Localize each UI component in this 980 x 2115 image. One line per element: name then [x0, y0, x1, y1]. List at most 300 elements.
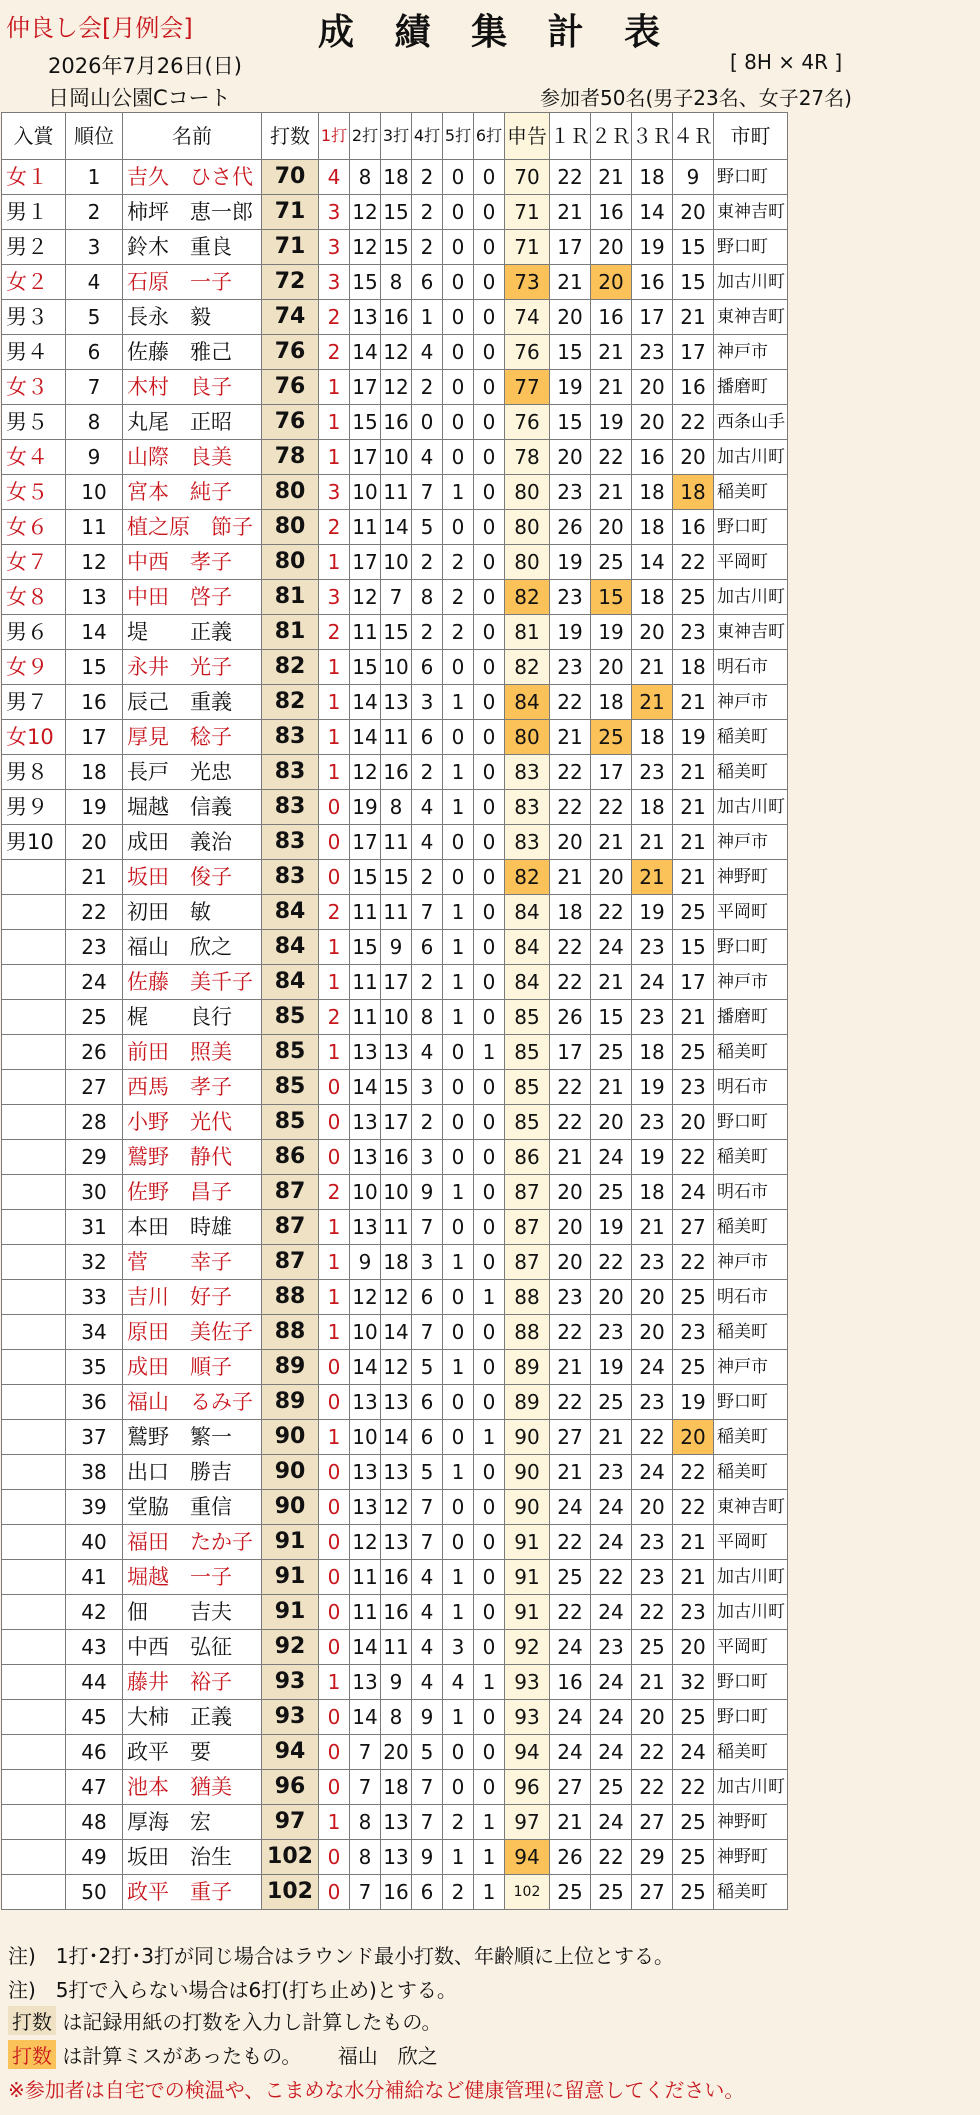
cell-r1: 25: [550, 1875, 591, 1910]
cell-declared: 86: [505, 1140, 550, 1175]
cell-r3: 24: [632, 1455, 673, 1490]
cell-declared: 71: [505, 195, 550, 230]
cell-r2: 24: [591, 1525, 632, 1560]
cell-award: 女７: [2, 545, 66, 580]
cell-name: 厚見 稔子: [123, 720, 262, 755]
cell-total: 71: [262, 230, 319, 265]
cell-award: [2, 1875, 66, 1910]
cell-r1: 15: [550, 335, 591, 370]
cell-s2: 8: [350, 160, 381, 195]
cell-s5: 0: [443, 1035, 474, 1070]
cell-declared: 85: [505, 1070, 550, 1105]
cell-r3: 20: [632, 1315, 673, 1350]
cell-r2: 21: [591, 1070, 632, 1105]
col-header-city: 市町: [714, 113, 788, 160]
cell-r4: 22: [673, 1490, 714, 1525]
cell-s6: 0: [474, 335, 505, 370]
cell-city: 加古川町: [714, 1560, 788, 1595]
cell-award: [2, 1665, 66, 1700]
table-row: [2, 405, 788, 440]
table-row: [2, 1280, 788, 1315]
cell-r4: 20: [673, 195, 714, 230]
cell-s2: 15: [350, 860, 381, 895]
cell-s2: 15: [350, 265, 381, 300]
cell-s4: 7: [412, 1770, 443, 1805]
cell-total: 85: [262, 1105, 319, 1140]
cell-total: 90: [262, 1420, 319, 1455]
cell-name: 福山 るみ子: [123, 1385, 262, 1420]
cell-s6: 0: [474, 300, 505, 335]
cell-award: 男１: [2, 195, 66, 230]
cell-s1: 2: [319, 895, 350, 930]
cell-declared: 88: [505, 1315, 550, 1350]
cell-s6: 0: [474, 1105, 505, 1140]
cell-r2: 16: [591, 300, 632, 335]
cell-award: [2, 1210, 66, 1245]
cell-s3: 16: [381, 1875, 412, 1910]
cell-total: 80: [262, 545, 319, 580]
cell-city: 東神吉町: [714, 1490, 788, 1525]
cell-s2: 13: [350, 1210, 381, 1245]
cell-s4: 5: [412, 1735, 443, 1770]
cell-s1: 0: [319, 1840, 350, 1875]
cell-s6: 0: [474, 1770, 505, 1805]
cell-declared: 82: [505, 860, 550, 895]
cell-r4: 21: [673, 1560, 714, 1595]
cell-total: 72: [262, 265, 319, 300]
cell-s4: 3: [412, 685, 443, 720]
cell-declared: 91: [505, 1525, 550, 1560]
cell-s5: 1: [443, 1000, 474, 1035]
cell-s4: 8: [412, 580, 443, 615]
col-header-s5: 5打: [443, 113, 474, 160]
cell-s4: 7: [412, 1490, 443, 1525]
cell-r2: 23: [591, 1315, 632, 1350]
cell-s2: 13: [350, 1455, 381, 1490]
cell-s2: 11: [350, 965, 381, 1000]
cell-award: 男８: [2, 755, 66, 790]
cell-name: 小野 光代: [123, 1105, 262, 1140]
cell-declared: 73: [505, 265, 550, 300]
cell-r1: 22: [550, 755, 591, 790]
cell-s2: 12: [350, 1280, 381, 1315]
cell-city: 稲美町: [714, 1210, 788, 1245]
cell-s5: 0: [443, 1315, 474, 1350]
cell-city: 神戸市: [714, 965, 788, 1000]
cell-r2: 24: [591, 1490, 632, 1525]
cell-s1: 1: [319, 685, 350, 720]
cell-r1: 26: [550, 1000, 591, 1035]
cell-s5: 1: [443, 1350, 474, 1385]
cell-r3: 19: [632, 895, 673, 930]
cell-r4: 18: [673, 475, 714, 510]
cell-declared: 87: [505, 1175, 550, 1210]
cell-declared: 87: [505, 1210, 550, 1245]
cell-r4: 23: [673, 1315, 714, 1350]
cell-s2: 11: [350, 510, 381, 545]
cell-total: 85: [262, 1000, 319, 1035]
cell-r1: 22: [550, 965, 591, 1000]
cell-r1: 22: [550, 1105, 591, 1140]
cell-s3: 12: [381, 1280, 412, 1315]
cell-r2: 19: [591, 1210, 632, 1245]
cell-r3: 20: [632, 615, 673, 650]
cell-award: 男６: [2, 615, 66, 650]
cell-r4: 20: [673, 1630, 714, 1665]
cell-s3: 12: [381, 335, 412, 370]
cell-rank: 18: [66, 755, 123, 790]
cell-r4: 24: [673, 1175, 714, 1210]
cell-city: 加古川町: [714, 265, 788, 300]
cell-s1: 3: [319, 475, 350, 510]
cell-s5: 0: [443, 195, 474, 230]
cell-name: 池本 猶美: [123, 1770, 262, 1805]
cell-r2: 19: [591, 1350, 632, 1385]
cell-s6: 0: [474, 1000, 505, 1035]
cell-r1: 23: [550, 650, 591, 685]
cell-r4: 27: [673, 1210, 714, 1245]
cell-s5: 1: [443, 965, 474, 1000]
cell-city: 明石市: [714, 650, 788, 685]
cell-r1: 19: [550, 545, 591, 580]
cell-s5: 1: [443, 1595, 474, 1630]
cell-declared: 76: [505, 405, 550, 440]
cell-s2: 11: [350, 615, 381, 650]
cell-name: 柿坪 恵一郎: [123, 195, 262, 230]
cell-s3: 13: [381, 1840, 412, 1875]
cell-s6: 0: [474, 265, 505, 300]
cell-city: 加古川町: [714, 1770, 788, 1805]
cell-s6: 0: [474, 860, 505, 895]
cell-declared: 80: [505, 475, 550, 510]
cell-s2: 8: [350, 1805, 381, 1840]
cell-rank: 23: [66, 930, 123, 965]
cell-s3: 15: [381, 195, 412, 230]
cell-r3: 16: [632, 265, 673, 300]
cell-total: 84: [262, 965, 319, 1000]
cell-rank: 5: [66, 300, 123, 335]
cell-r4: 25: [673, 1035, 714, 1070]
cell-r3: 19: [632, 1070, 673, 1105]
results-table: [1, 112, 788, 1910]
cell-declared: 80: [505, 510, 550, 545]
cell-r4: 16: [673, 510, 714, 545]
cell-rank: 30: [66, 1175, 123, 1210]
cell-s3: 18: [381, 1245, 412, 1280]
cell-rank: 20: [66, 825, 123, 860]
cell-r2: 21: [591, 1420, 632, 1455]
cell-s3: 20: [381, 1735, 412, 1770]
event-venue: 日岡山公園Cコート: [48, 86, 231, 110]
cell-s1: 1: [319, 650, 350, 685]
cell-s5: 0: [443, 1280, 474, 1315]
cell-declared: 90: [505, 1455, 550, 1490]
cell-rank: 43: [66, 1630, 123, 1665]
cell-s2: 14: [350, 1630, 381, 1665]
cell-s6: 0: [474, 1630, 505, 1665]
cell-name: 中西 孝子: [123, 545, 262, 580]
table-row: [2, 1840, 788, 1875]
cell-s2: 12: [350, 230, 381, 265]
table-row: [2, 895, 788, 930]
cell-s2: 14: [350, 335, 381, 370]
cell-s2: 12: [350, 580, 381, 615]
cell-r4: 20: [673, 440, 714, 475]
cell-r3: 22: [632, 1420, 673, 1455]
cell-s1: 3: [319, 580, 350, 615]
cell-r3: 18: [632, 790, 673, 825]
cell-declared: 74: [505, 300, 550, 335]
participant-count: 参加者50名(男子23名、女子27名): [540, 86, 852, 110]
cell-s4: 6: [412, 1385, 443, 1420]
cell-r3: 27: [632, 1805, 673, 1840]
cell-total: 70: [262, 160, 319, 195]
cell-total: 83: [262, 720, 319, 755]
cell-s5: 2: [443, 1875, 474, 1910]
cell-r1: 24: [550, 1700, 591, 1735]
cell-r3: 23: [632, 930, 673, 965]
cell-name: 長戸 光忠: [123, 755, 262, 790]
cell-total: 87: [262, 1210, 319, 1245]
cell-s4: 7: [412, 1805, 443, 1840]
cell-award: [2, 1245, 66, 1280]
cell-s3: 16: [381, 1595, 412, 1630]
cell-name: 永井 光子: [123, 650, 262, 685]
cell-declared: 82: [505, 580, 550, 615]
cell-s5: 2: [443, 545, 474, 580]
cell-award: [2, 860, 66, 895]
cell-s2: 7: [350, 1735, 381, 1770]
cell-s6: 0: [474, 580, 505, 615]
cell-s1: 1: [319, 405, 350, 440]
cell-declared: 91: [505, 1560, 550, 1595]
cell-declared: 92: [505, 1630, 550, 1665]
cell-r2: 18: [591, 685, 632, 720]
cell-declared: 87: [505, 1245, 550, 1280]
cell-s3: 14: [381, 510, 412, 545]
table-row: [2, 300, 788, 335]
cell-r3: 21: [632, 825, 673, 860]
cell-name: 出口 勝吉: [123, 1455, 262, 1490]
cell-s1: 0: [319, 1770, 350, 1805]
cell-award: 男５: [2, 405, 66, 440]
cell-name: 宮本 純子: [123, 475, 262, 510]
cell-r2: 22: [591, 1560, 632, 1595]
table-row: [2, 1560, 788, 1595]
cell-s4: 5: [412, 1455, 443, 1490]
cell-s4: 9: [412, 1840, 443, 1875]
cell-rank: 7: [66, 370, 123, 405]
cell-r2: 22: [591, 1840, 632, 1875]
cell-s3: 16: [381, 755, 412, 790]
cell-city: 東神吉町: [714, 615, 788, 650]
cell-total: 84: [262, 895, 319, 930]
cell-s5: 1: [443, 790, 474, 825]
cell-r1: 23: [550, 1280, 591, 1315]
cell-s1: 1: [319, 370, 350, 405]
cell-r2: 25: [591, 1385, 632, 1420]
cell-r1: 22: [550, 790, 591, 825]
cell-s4: 4: [412, 790, 443, 825]
cell-s4: 7: [412, 1210, 443, 1245]
cell-s4: 2: [412, 615, 443, 650]
cell-city: 神戸市: [714, 335, 788, 370]
cell-name: 堤 正義: [123, 615, 262, 650]
cell-s3: 11: [381, 1630, 412, 1665]
cell-s1: 1: [319, 1035, 350, 1070]
cell-s5: 0: [443, 160, 474, 195]
cell-s6: 1: [474, 1420, 505, 1455]
cell-declared: 76: [505, 335, 550, 370]
cell-rank: 2: [66, 195, 123, 230]
cell-name: 木村 良子: [123, 370, 262, 405]
cell-r1: 20: [550, 825, 591, 860]
cell-s3: 16: [381, 1140, 412, 1175]
cell-s6: 0: [474, 545, 505, 580]
cell-s4: 6: [412, 265, 443, 300]
col-header-s1: 1打: [319, 113, 350, 160]
cell-s4: 3: [412, 1070, 443, 1105]
cell-rank: 32: [66, 1245, 123, 1280]
cell-s1: 0: [319, 860, 350, 895]
cell-city: 神戸市: [714, 685, 788, 720]
cell-s2: 8: [350, 1840, 381, 1875]
cell-s1: 1: [319, 440, 350, 475]
table-row: [2, 1805, 788, 1840]
cell-award: 女５: [2, 475, 66, 510]
table-row: [2, 790, 788, 825]
cell-r1: 21: [550, 720, 591, 755]
table-row: [2, 1140, 788, 1175]
cell-name: 政平 重子: [123, 1875, 262, 1910]
table-row: [2, 510, 788, 545]
cell-r3: 18: [632, 160, 673, 195]
cell-s1: 3: [319, 195, 350, 230]
cell-award: [2, 1035, 66, 1070]
cell-s4: 6: [412, 1420, 443, 1455]
cell-r4: 15: [673, 930, 714, 965]
cell-s1: 0: [319, 1700, 350, 1735]
cell-s1: 2: [319, 335, 350, 370]
cell-r4: 17: [673, 965, 714, 1000]
cell-declared: 91: [505, 1595, 550, 1630]
cell-s4: 4: [412, 825, 443, 860]
cell-s1: 1: [319, 1245, 350, 1280]
cell-s5: 2: [443, 580, 474, 615]
cell-total: 82: [262, 685, 319, 720]
cell-s3: 10: [381, 545, 412, 580]
cell-r2: 22: [591, 790, 632, 825]
cell-r1: 16: [550, 1665, 591, 1700]
cell-r3: 23: [632, 1560, 673, 1595]
cell-r3: 16: [632, 440, 673, 475]
cell-declared: 89: [505, 1350, 550, 1385]
cell-r1: 21: [550, 1805, 591, 1840]
cell-total: 83: [262, 825, 319, 860]
table-row: [2, 475, 788, 510]
cell-rank: 34: [66, 1315, 123, 1350]
cell-s6: 0: [474, 1490, 505, 1525]
legend-recorded-text: は記録用紙の打数を入力し計算したもの。: [56, 2010, 442, 2034]
cell-r3: 25: [632, 1630, 673, 1665]
cell-s2: 10: [350, 1420, 381, 1455]
cell-r2: 20: [591, 265, 632, 300]
cell-r1: 23: [550, 475, 591, 510]
cell-s4: 6: [412, 1280, 443, 1315]
cell-r1: 27: [550, 1420, 591, 1455]
col-header-name: 名前: [123, 113, 262, 160]
cell-r2: 20: [591, 230, 632, 265]
cell-award: [2, 1490, 66, 1525]
cell-r2: 20: [591, 860, 632, 895]
cell-s1: 2: [319, 1175, 350, 1210]
cell-s6: 0: [474, 1385, 505, 1420]
cell-name: 大柿 正義: [123, 1700, 262, 1735]
cell-rank: 47: [66, 1770, 123, 1805]
cell-s2: 10: [350, 1315, 381, 1350]
cell-r1: 26: [550, 510, 591, 545]
table-row: [2, 1000, 788, 1035]
page-title: 成 績 集 計 表: [318, 12, 675, 53]
cell-s4: 3: [412, 1140, 443, 1175]
table-row: [2, 965, 788, 1000]
cell-award: [2, 1630, 66, 1665]
cell-total: 91: [262, 1560, 319, 1595]
table-row: [2, 230, 788, 265]
col-header-declared: 申告: [505, 113, 550, 160]
cell-s6: 0: [474, 510, 505, 545]
cell-declared: 97: [505, 1805, 550, 1840]
cell-r4: 15: [673, 265, 714, 300]
cell-name: 堀越 信義: [123, 790, 262, 825]
cell-award: 男４: [2, 335, 66, 370]
cell-award: [2, 895, 66, 930]
cell-declared: 83: [505, 825, 550, 860]
cell-s3: 10: [381, 1175, 412, 1210]
cell-r1: 17: [550, 1035, 591, 1070]
cell-r3: 20: [632, 1490, 673, 1525]
cell-r1: 22: [550, 1385, 591, 1420]
cell-s5: 1: [443, 895, 474, 930]
cell-total: 97: [262, 1805, 319, 1840]
table-row: [2, 1490, 788, 1525]
cell-s5: 0: [443, 335, 474, 370]
cell-award: 女２: [2, 265, 66, 300]
cell-s5: 0: [443, 1105, 474, 1140]
cell-s4: 5: [412, 1350, 443, 1385]
cell-s2: 14: [350, 1070, 381, 1105]
table-row: [2, 1385, 788, 1420]
cell-name: 長永 毅: [123, 300, 262, 335]
table-row: [2, 1315, 788, 1350]
cell-total: 85: [262, 1035, 319, 1070]
cell-r2: 24: [591, 930, 632, 965]
cell-r4: 23: [673, 1595, 714, 1630]
cell-r3: 29: [632, 1840, 673, 1875]
cell-s5: 1: [443, 930, 474, 965]
cell-award: [2, 930, 66, 965]
cell-r4: 25: [673, 895, 714, 930]
cell-award: 男９: [2, 790, 66, 825]
cell-s3: 11: [381, 825, 412, 860]
cell-s3: 7: [381, 580, 412, 615]
cell-city: 神戸市: [714, 1245, 788, 1280]
cell-award: [2, 1385, 66, 1420]
cell-s6: 0: [474, 370, 505, 405]
cell-rank: 38: [66, 1455, 123, 1490]
cell-s3: 10: [381, 650, 412, 685]
cell-r3: 21: [632, 1665, 673, 1700]
